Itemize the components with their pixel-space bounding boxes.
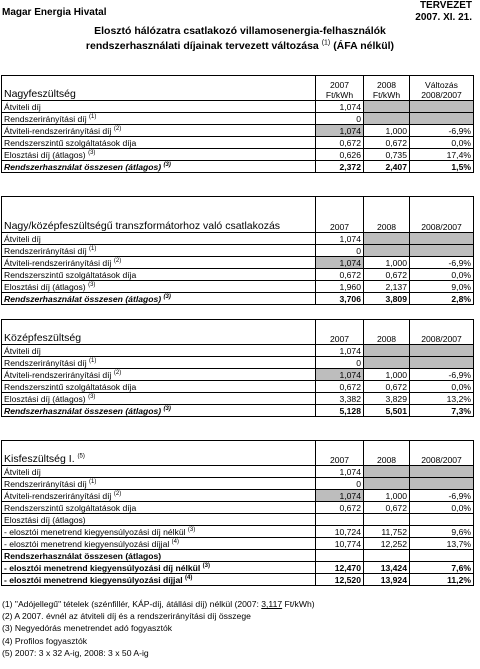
value-cell-2007: 1,074 [316,466,364,478]
footnote-ref: (4) [185,574,193,581]
change-cell: 0,0% [410,269,474,281]
footnote-4: (4) Profilos fogyasztók [2,635,88,646]
organization-name: Magar Energia Hivatal [2,7,107,18]
row-label-text: Átviteli díj [4,345,41,356]
footnote-3: (3) Negyedórás menetrendet adó fogyasztók [2,623,173,634]
change-cell: 7,6% [410,562,474,574]
section-title-text: Kisfeszültség I. [4,453,75,465]
value-cell-2008: 11,752 [364,526,410,538]
footnote-ref: (3) [163,405,171,412]
row-label [2,245,316,257]
table-row [2,550,474,562]
row-label [2,125,316,137]
table-row [2,514,474,526]
row-label-text: Rendszerirányítási díj [4,245,87,256]
table-row [2,357,474,369]
value-cell-2008: 13,424 [364,562,410,574]
footnotes [2,598,315,659]
document-title [0,24,480,54]
row-label-text: Rendszerhasználat összesen (átlagos) [4,405,162,416]
change-cell [410,233,474,245]
tariff-table [1,75,474,173]
change-cell: 0,0% [410,381,474,393]
footnote-ref: (3) [202,562,211,569]
value-cell-2007: 0,672 [316,381,364,393]
row-label-text: Rendszerhasználat összesen (átlagos) [4,161,162,172]
value-cell-2007: 1,074 [316,233,364,245]
table-row [2,369,474,381]
row-label-text: Rendszerszintű szolgáltatások díja [4,137,137,148]
change-cell [410,478,474,490]
tariff-table [1,440,474,586]
column-header: 2008/2007 [410,320,474,345]
row-label-text: Rendszerhasználat összesen (átlagos) [4,293,162,304]
change-cell: 13,2% [410,393,474,405]
value-cell-2007: 12,520 [316,574,364,586]
value-cell-2008: 3,829 [364,393,410,405]
row-label [2,101,316,113]
row-label-text: Átviteli-rendszerirányítási díj [4,369,112,380]
row-label-text: - elosztói menetrend kiegyensúlyozási díjjal [4,574,183,585]
row-label [2,233,316,245]
row-label-text: Rendszerszintű szolgáltatások díja [4,502,137,513]
table-row [2,526,474,538]
row-label [2,357,316,369]
change-cell [410,550,474,562]
title-line-2 [0,39,480,54]
row-label [2,161,316,173]
table-row [2,281,474,293]
change-cell: 13,7% [410,538,474,550]
value-cell-2008 [364,101,410,113]
value-cell-2008: 2,137 [364,281,410,293]
table-row [2,125,474,137]
table-row [2,149,474,161]
value-cell-2008: 0,672 [364,381,410,393]
row-label-text: Elosztási díj (átlagos) [4,514,86,525]
change-cell: 2,8% [410,293,474,305]
column-header: 2008/2007 [410,441,474,466]
row-label [2,466,316,478]
table-row [2,538,474,550]
column-header: 2007 [316,441,364,466]
total-row [2,293,474,305]
row-label-text: - elosztói menetrend kiegyensúlyozási díj nélkül [4,526,186,537]
column-header: 2008 [364,441,410,466]
change-cell [410,245,474,257]
value-cell-2008 [364,550,410,562]
footnote-1 [2,598,315,610]
change-cell [410,514,474,526]
row-label [2,369,316,381]
footnote-ref: (3) [187,526,196,533]
row-label-text: Átviteli díj [4,101,41,112]
value-cell-2007: 1,074 [316,345,364,357]
row-label [2,257,316,269]
section-title [2,320,316,345]
value-cell-2007: 0,672 [316,269,364,281]
value-cell-2007: 1,074 [316,125,364,137]
value-cell-2008: 13,924 [364,574,410,586]
change-cell: 11,2% [410,574,474,586]
row-label-text: Átviteli díj [4,466,41,477]
value-cell-2008: 0,672 [364,269,410,281]
footnote-2: (2) A 2007. évnél az átviteli díj és a rendszerirányítási díj összege [2,611,251,622]
change-cell: 0,0% [410,502,474,514]
table-row [2,245,474,257]
value-cell-2008: 12,252 [364,538,410,550]
footnote-ref: (2) [113,257,122,264]
value-cell-2008 [364,514,410,526]
row-label-text: Rendszerirányítási díj [4,357,87,368]
value-cell-2008 [364,345,410,357]
value-cell-2007: 0 [316,113,364,125]
table-row [2,381,474,393]
footnote-ref: (3) [88,149,96,156]
table-header-row [2,197,474,233]
row-label-text: Átviteli-rendszerirányítási díj [4,257,112,268]
value-cell-2008 [364,113,410,125]
footnote-ref: (4) [171,538,180,545]
title-note-ref: (1) [321,39,331,47]
value-cell-2008 [364,478,410,490]
value-cell-2007: 0,672 [316,137,364,149]
table-row [2,257,474,269]
value-cell-2007: 0,626 [316,149,364,161]
title-line-2-text: rendszerhasználati díjainak tervezett változása [85,40,319,52]
column-header: 2008 [364,320,410,345]
footnote-ref: (2) [113,125,122,132]
table-row [2,393,474,405]
change-cell [410,101,474,113]
total-row [2,562,474,574]
value-cell-2007 [316,550,364,562]
value-cell-2007: 1,074 [316,257,364,269]
value-cell-2008 [364,245,410,257]
footnote-ref: (3) [163,161,171,168]
value-cell-2007: 1,960 [316,281,364,293]
row-label [2,345,316,357]
value-cell-2008: 3,809 [364,293,410,305]
row-label-text: - elosztói menetrend kiegyensúlyozási díjjal [4,538,170,549]
table-row [2,137,474,149]
value-cell-2008: 2,407 [364,161,410,173]
total-row [2,161,474,173]
change-cell: -6,9% [410,369,474,381]
row-label-text: Rendszerszintű szolgáltatások díja [4,381,137,392]
row-label [2,514,316,526]
table-row [2,478,474,490]
column-header: 2008/2007 [410,197,474,233]
value-cell-2008: 0,735 [364,149,410,161]
row-label [2,526,316,538]
row-label-text: Rendszerhasználat összesen (átlagos) [4,550,162,561]
column-header: 2007 [316,197,364,233]
change-cell: 17,4% [410,149,474,161]
footnote-ref: (1) [89,245,97,252]
row-label-text: Rendszerszintű szolgáltatások díja [4,269,137,280]
footnote-ref: (1) [89,357,97,364]
row-label [2,502,316,514]
value-cell-2007: 10,774 [316,538,364,550]
value-cell-2008 [364,466,410,478]
row-label [2,381,316,393]
table-row [2,502,474,514]
footnote-ref: (3) [88,281,96,288]
footnote-ref: (2) [113,490,122,497]
value-cell-2007: 5,128 [316,405,364,417]
change-cell [410,357,474,369]
row-label [2,405,316,417]
value-cell-2007: 3,706 [316,293,364,305]
document-date: 2007. XI. 21. [415,12,472,23]
value-cell-2008: 0,672 [364,502,410,514]
table-header-row [2,441,474,466]
column-header: 2008 [364,197,410,233]
row-label [2,574,316,586]
row-label [2,293,316,305]
total-row [2,574,474,586]
change-cell: 1,5% [410,161,474,173]
draft-label: TERVEZET [419,0,472,11]
title-suffix: (ÁFA nélkül) [333,40,395,52]
value-cell-2008: 0,672 [364,137,410,149]
section-title-text: Nagyfeszültség [4,88,76,100]
tariff-table [1,196,474,305]
title-line-1: Elosztó hálózatra csatlakozó villamosenergia-felhasználók [94,25,386,37]
section-title [2,441,316,466]
row-label [2,393,316,405]
row-label [2,478,316,490]
row-label-text: Elosztási díj (átlagos) [4,149,86,160]
change-cell: -6,9% [410,257,474,269]
row-label-text: Átviteli-rendszerirányítási díj [4,490,112,501]
footnote-1-text: (1) "Adójellegű" tételek (szénfillér, KÁP-díj, átállási díj) nélkül (2007: [2,599,262,609]
value-cell-2007: 1,074 [316,101,364,113]
column-header: Változás 2008/2007 [410,76,474,101]
value-cell-2007 [316,514,364,526]
value-cell-2007: 1,074 [316,490,364,502]
change-cell: 9,0% [410,281,474,293]
section-title [2,197,316,233]
value-cell-2008: 1,000 [364,369,410,381]
row-label [2,269,316,281]
row-label-text: Elosztási díj (átlagos) [4,281,86,292]
change-cell [410,113,474,125]
document-status [415,0,472,24]
row-label [2,550,316,562]
change-cell: 9,6% [410,526,474,538]
row-label-text: - elosztói menetrend kiegyensúlyozási díj nélkül [4,562,201,573]
change-cell: 0,0% [410,137,474,149]
row-label [2,538,316,550]
value-cell-2007: 12,470 [316,562,364,574]
value-cell-2008 [364,357,410,369]
change-cell: 7,3% [410,405,474,417]
row-label [2,281,316,293]
row-label-text: Rendszerirányítási díj [4,478,87,489]
change-cell [410,466,474,478]
row-label-text: Elosztási díj (átlagos) [4,393,86,404]
footnote-ref: (1) [89,113,97,120]
total-row [2,405,474,417]
value-cell-2008: 5,501 [364,405,410,417]
section-title-text: Nagy/középfeszültségű transzformátorhoz való csatlakozás [4,220,281,232]
footnote-ref: (3) [88,393,96,400]
value-cell-2007: 0 [316,245,364,257]
section-title-note: (5) [77,453,85,460]
row-label-text: Átviteli-rendszerirányítási díj [4,125,112,136]
change-cell [410,345,474,357]
section-title-text: Középfeszültség [4,332,82,344]
column-header: 2008 Ft/kWh [364,76,410,101]
table-row [2,113,474,125]
value-cell-2008: 1,000 [364,125,410,137]
column-header: 2007 Ft/kWh [316,76,364,101]
table-row [2,345,474,357]
row-label-text: Rendszerirányítási díj [4,113,87,124]
footnote-ref: (2) [113,369,122,376]
row-label [2,562,316,574]
footnote-ref: (1) [89,478,97,485]
table-row [2,269,474,281]
row-label [2,490,316,502]
value-cell-2007: 0,672 [316,502,364,514]
value-cell-2007: 0 [316,357,364,369]
value-cell-2008 [364,233,410,245]
table-row [2,466,474,478]
footnote-1-value: 3,117 [261,599,283,609]
value-cell-2007: 0 [316,478,364,490]
column-header: 2007 [316,320,364,345]
value-cell-2007: 1,074 [316,369,364,381]
footnote-1-unit: Ft/kWh) [282,599,315,609]
table-row [2,101,474,113]
change-cell: -6,9% [410,125,474,137]
value-cell-2008: 1,000 [364,257,410,269]
table-header-row [2,320,474,345]
table-row [2,233,474,245]
row-label [2,149,316,161]
value-cell-2007: 10,724 [316,526,364,538]
section-title [2,76,316,101]
change-cell: -6,9% [410,490,474,502]
row-label [2,137,316,149]
value-cell-2007: 3,382 [316,393,364,405]
footnote-5: (5) 2007: 3 x 32 A-ig, 2008: 3 x 50 A-ig [2,647,149,658]
table-row [2,490,474,502]
tariff-table [1,319,474,417]
value-cell-2007: 2,372 [316,161,364,173]
row-label-text: Átviteli díj [4,233,41,244]
row-label [2,113,316,125]
footnote-ref: (3) [163,293,171,300]
table-header-row [2,76,474,101]
value-cell-2008: 1,000 [364,490,410,502]
